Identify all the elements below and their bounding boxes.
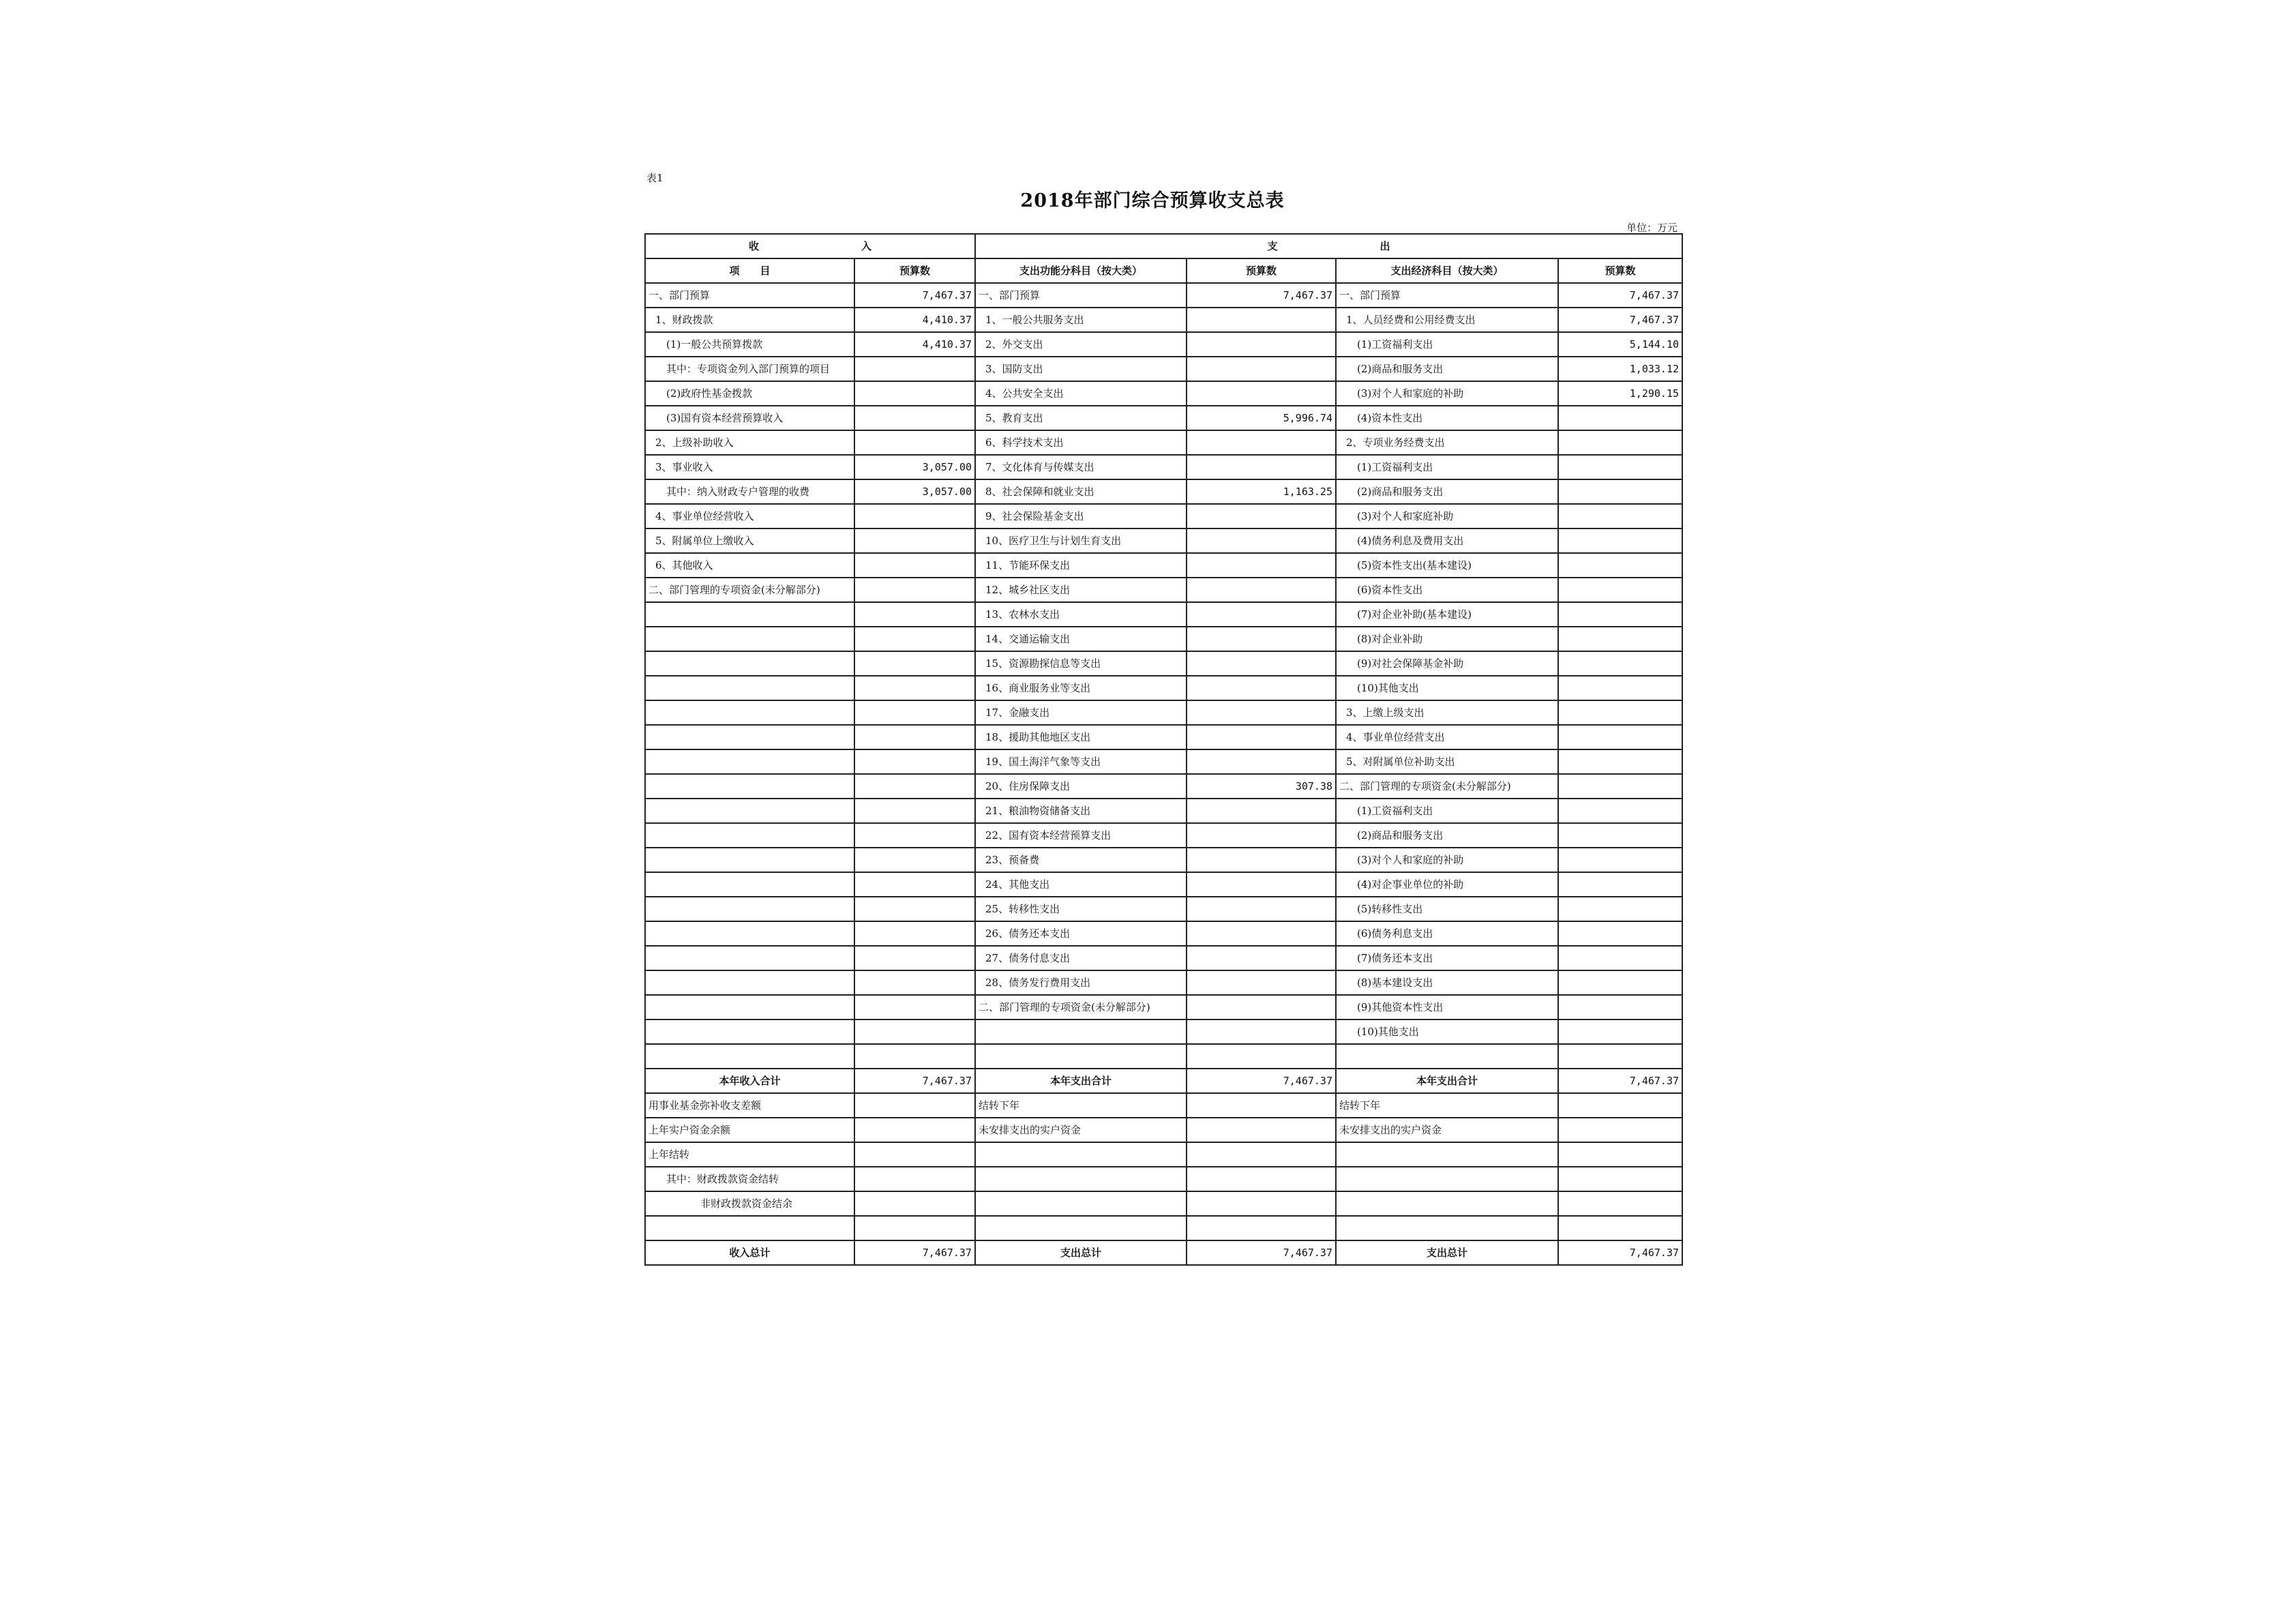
econ-item-cell: 结转下年 [1336, 1093, 1558, 1118]
econ-item-cell: (5)转移性支出 [1336, 897, 1558, 921]
income-amount-cell [854, 676, 975, 700]
income-amount-cell: 3,057.00 [854, 455, 975, 479]
func-item-cell: 20、住房保障支出 [975, 774, 1187, 799]
income-item-cell: (3)国有资本经营预算收入 [645, 406, 854, 430]
income-amount-cell [854, 1142, 975, 1167]
func-amount-cell [1187, 799, 1336, 823]
expense-group-header [975, 234, 1682, 258]
income-amount-cell [854, 725, 975, 749]
column-header-row [645, 258, 1682, 283]
func-amount-cell [1187, 823, 1336, 848]
income-amount-cell [854, 627, 975, 651]
income-amount-cell [854, 823, 975, 848]
income-amount-cell [854, 381, 975, 406]
empty-cell [854, 1216, 975, 1240]
income-amount-cell [854, 897, 975, 921]
income-amount-cell [854, 1118, 975, 1142]
spacer-row [645, 1216, 1682, 1240]
group-header-row [645, 234, 1682, 258]
func-item-cell: 13、农林水支出 [975, 602, 1187, 627]
empty-cell [1187, 1216, 1336, 1240]
income-amount-cell [854, 357, 975, 381]
econ-amount-cell [1558, 651, 1682, 676]
econ-item-cell: (2)商品和服务支出 [1336, 823, 1558, 848]
econ-item-cell: (10)其他支出 [1336, 676, 1558, 700]
econ-amount-cell [1558, 479, 1682, 504]
income-item-cell: (2)政府性基金拨款 [645, 381, 854, 406]
econ-amount-cell [1558, 528, 1682, 553]
func-amount-cell [1187, 381, 1336, 406]
income-item-cell [645, 946, 854, 970]
econ-item-cell: 二、部门管理的专项资金(未分解部分) [1336, 774, 1558, 799]
table-row [645, 897, 1682, 921]
func-amount-cell [1187, 651, 1336, 676]
func-amount-cell [1187, 921, 1336, 946]
sheet-label: 表1 [646, 172, 664, 184]
income-item-cell [645, 749, 854, 774]
income-group-right: 入 [861, 239, 872, 252]
econ-item-cell: 4、事业单位经营支出 [1336, 725, 1558, 749]
income-amount-cell [854, 578, 975, 602]
econ-item-cell: (8)对企业补助 [1336, 627, 1558, 651]
func-item-cell: 2、外交支出 [975, 332, 1187, 357]
income-item-cell [645, 774, 854, 799]
econ-item-cell: 3、上缴上级支出 [1336, 700, 1558, 725]
table-row [645, 700, 1682, 725]
econ-item-cell [1336, 1167, 1558, 1191]
table-row [645, 946, 1682, 970]
func-amount-cell [1187, 725, 1336, 749]
balance-row [645, 1142, 1682, 1167]
func-item-cell: 16、商业服务业等支出 [975, 676, 1187, 700]
income-amount-cell: 7,467.37 [854, 283, 975, 308]
table-row [645, 921, 1682, 946]
budget-summary-table [644, 233, 1683, 1266]
income-amount-cell: 7,467.37 [854, 1069, 975, 1093]
func-item-cell: 18、援助其他地区支出 [975, 725, 1187, 749]
func-item-cell: 7、文化体育与传媒支出 [975, 455, 1187, 479]
income-amount-cell [854, 651, 975, 676]
econ-item-cell: (5)资本性支出(基本建设) [1336, 553, 1558, 578]
econ-item-cell: (4)对企事业单位的补助 [1336, 872, 1558, 897]
income-amount-cell [854, 774, 975, 799]
table-row [645, 774, 1682, 799]
income-amount-cell [854, 528, 975, 553]
income-item-cell: 6、其他收入 [645, 553, 854, 578]
empty-cell [645, 1216, 854, 1240]
table-row [645, 799, 1682, 823]
table-row [645, 676, 1682, 700]
econ-amount-cell [1558, 799, 1682, 823]
econ-amount-cell: 1,290.15 [1558, 381, 1682, 406]
income-item-cell: 其中：专项资金列入部门预算的项目 [645, 357, 854, 381]
income-item-cell [645, 823, 854, 848]
table-row [645, 725, 1682, 749]
func-amount-cell [1187, 553, 1336, 578]
econ-amount-cell: 5,144.10 [1558, 332, 1682, 357]
table-row [645, 504, 1682, 528]
income-amount-cell [854, 700, 975, 725]
func-item-cell [975, 1191, 1187, 1216]
income-item-cell: 1、财政拨款 [645, 308, 854, 332]
econ-amount-cell [1558, 946, 1682, 970]
income-amount-cell [854, 602, 975, 627]
income-item-cell [645, 848, 854, 872]
income-amount-cell [854, 553, 975, 578]
income-item-cell [645, 921, 854, 946]
func-item-cell: 本年支出合计 [975, 1069, 1187, 1093]
econ-item-cell: 支出总计 [1336, 1240, 1558, 1265]
func-amount-cell [1187, 1191, 1336, 1216]
econ-amount-cell [1558, 1191, 1682, 1216]
income-item-cell [645, 897, 854, 921]
income-amount-cell: 4,410.37 [854, 332, 975, 357]
func-amount-cell [1187, 308, 1336, 332]
func-item-cell: 未安排支出的实户资金 [975, 1118, 1187, 1142]
econ-amount-cell: 1,033.12 [1558, 357, 1682, 381]
econ-item-cell: (1)工资福利支出 [1336, 455, 1558, 479]
table-row [645, 381, 1682, 406]
income-item-cell: 3、事业收入 [645, 455, 854, 479]
income-amount-cell [854, 995, 975, 1019]
econ-item-cell: (10)其他支出 [1336, 1019, 1558, 1044]
table-row [645, 578, 1682, 602]
econ-item-cell: 2、专项业务经费支出 [1336, 430, 1558, 455]
econ-item-cell: (4)资本性支出 [1336, 406, 1558, 430]
table-row [645, 749, 1682, 774]
table-row [645, 970, 1682, 995]
econ-amount-cell: 7,467.37 [1558, 283, 1682, 308]
func-amount-cell [1187, 602, 1336, 627]
table-row [645, 430, 1682, 455]
econ-amount-cell: 7,467.37 [1558, 1069, 1682, 1093]
func-amount-cell [1187, 897, 1336, 921]
econ-amount-cell [1558, 823, 1682, 848]
func-item-cell: 26、债务还本支出 [975, 921, 1187, 946]
econ-amount-cell [1558, 406, 1682, 430]
func-amount-cell [1187, 430, 1336, 455]
func-amount-cell [1187, 1167, 1336, 1191]
econ-amount-cell [1558, 504, 1682, 528]
income-item-cell: 其中：纳入财政专户管理的收费 [645, 479, 854, 504]
income-amount-cell: 4,410.37 [854, 308, 975, 332]
func-amount-cell [1187, 970, 1336, 995]
econ-item-cell: 1、人员经费和公用经费支出 [1336, 308, 1558, 332]
income-amount-cell: 3,057.00 [854, 479, 975, 504]
income-item-cell: 4、事业单位经营收入 [645, 504, 854, 528]
income-item-cell: 一、部门预算 [645, 283, 854, 308]
econ-item-cell: (7)债务还本支出 [1336, 946, 1558, 970]
econ-amount-header: 预算数 [1558, 258, 1682, 283]
income-amount-cell [854, 749, 975, 774]
func-amount-cell [1187, 1142, 1336, 1167]
income-item-cell: 其中：财政拨款资金结转 [645, 1167, 854, 1191]
table-row [645, 332, 1682, 357]
func-item-cell: 11、节能环保支出 [975, 553, 1187, 578]
table-row [645, 1019, 1682, 1044]
empty-cell [1558, 1216, 1682, 1240]
econ-amount-cell [1558, 1019, 1682, 1044]
func-amount-cell [1187, 627, 1336, 651]
econ-item-cell: (6)资本性支出 [1336, 578, 1558, 602]
income-amount-cell [854, 1019, 975, 1044]
econ-amount-cell [1558, 1093, 1682, 1118]
econ-amount-cell [1558, 995, 1682, 1019]
func-amount-cell [1187, 528, 1336, 553]
func-amount-cell: 7,467.37 [1187, 1240, 1336, 1265]
econ-amount-cell [1558, 700, 1682, 725]
econ-amount-cell [1558, 430, 1682, 455]
func-amount-cell [1187, 676, 1336, 700]
empty-cell [1336, 1216, 1558, 1240]
empty-cell [975, 1044, 1187, 1069]
econ-amount-cell [1558, 848, 1682, 872]
income-item-cell: 二、部门管理的专项资金(未分解部分) [645, 578, 854, 602]
income-item-cell [645, 700, 854, 725]
econ-amount-cell [1558, 725, 1682, 749]
year-total-row [645, 1069, 1682, 1093]
func-amount-cell [1187, 1093, 1336, 1118]
func-item-cell: 1、一般公共服务支出 [975, 308, 1187, 332]
func-amount-cell: 7,467.37 [1187, 1069, 1336, 1093]
econ-item-cell [1336, 1191, 1558, 1216]
func-item-cell: 6、科学技术支出 [975, 430, 1187, 455]
econ-amount-cell [1558, 602, 1682, 627]
func-amount-cell [1187, 749, 1336, 774]
income-item-cell: 用事业基金弥补收支差额 [645, 1093, 854, 1118]
grand-total-row [645, 1240, 1682, 1265]
econ-item-cell: (3)对个人和家庭补助 [1336, 504, 1558, 528]
func-amount-cell [1187, 1118, 1336, 1142]
income-item-cell [645, 970, 854, 995]
income-amount-cell [854, 921, 975, 946]
func-amount-cell [1187, 995, 1336, 1019]
income-item-cell: 本年收入合计 [645, 1069, 854, 1093]
econ-amount-cell: 7,467.37 [1558, 308, 1682, 332]
econ-amount-cell [1558, 676, 1682, 700]
income-amount-cell [854, 970, 975, 995]
table-row [645, 553, 1682, 578]
econ-item-cell [1336, 1142, 1558, 1167]
econ-item-cell: (6)债务利息支出 [1336, 921, 1558, 946]
income-group-header [645, 234, 975, 258]
func-amount-cell [1187, 504, 1336, 528]
income-amount-cell [854, 946, 975, 970]
func-amount-cell [1187, 578, 1336, 602]
expense-group-right: 出 [1380, 239, 1390, 252]
income-amount-cell [854, 430, 975, 455]
func-item-cell: 3、国防支出 [975, 357, 1187, 381]
func-item-cell: 4、公共安全支出 [975, 381, 1187, 406]
func-amount-cell [1187, 455, 1336, 479]
income-item-cell: 上年结转 [645, 1142, 854, 1167]
table-row [645, 357, 1682, 381]
econ-item-cell: (9)对社会保障基金补助 [1336, 651, 1558, 676]
income-item-cell [645, 627, 854, 651]
func-amount-cell: 1,163.25 [1187, 479, 1336, 504]
income-item-cell: 2、上级补助收入 [645, 430, 854, 455]
table-row [645, 283, 1682, 308]
income-amount-cell [854, 1191, 975, 1216]
table-row [645, 308, 1682, 332]
income-amount-cell [854, 799, 975, 823]
econ-amount-cell [1558, 872, 1682, 897]
income-amount-cell [854, 1167, 975, 1191]
income-amount-cell [854, 848, 975, 872]
income-item-cell [645, 725, 854, 749]
func-item-cell: 8、社会保障和就业支出 [975, 479, 1187, 504]
unit-label: 单位：万元 [1626, 222, 1678, 234]
income-amount-cell [854, 504, 975, 528]
table-row [645, 479, 1682, 504]
balance-row [645, 1118, 1682, 1142]
econ-item-cell: 5、对附属单位补助支出 [1336, 749, 1558, 774]
func-item-cell: 支出总计 [975, 1240, 1187, 1265]
table-row [645, 872, 1682, 897]
func-item-cell: 27、债务付息支出 [975, 946, 1187, 970]
func-amount-cell: 5,996.74 [1187, 406, 1336, 430]
econ-item-cell: (1)工资福利支出 [1336, 799, 1558, 823]
func-item-cell: 结转下年 [975, 1093, 1187, 1118]
income-item-cell: 收入总计 [645, 1240, 854, 1265]
table-row [645, 848, 1682, 872]
income-item-cell [645, 995, 854, 1019]
empty-cell [975, 1216, 1187, 1240]
econ-item-cell: (3)对个人和家庭的补助 [1336, 848, 1558, 872]
income-amount-cell [854, 872, 975, 897]
func-item-cell: 25、转移性支出 [975, 897, 1187, 921]
econ-item-cell: (2)商品和服务支出 [1336, 357, 1558, 381]
empty-cell [854, 1044, 975, 1069]
func-amount-cell [1187, 700, 1336, 725]
empty-cell [1187, 1044, 1336, 1069]
func-amount-cell [1187, 357, 1336, 381]
income-item-cell [645, 872, 854, 897]
econ-amount-cell [1558, 749, 1682, 774]
func-item-cell: 28、债务发行费用支出 [975, 970, 1187, 995]
table-row [645, 528, 1682, 553]
func-amount-cell [1187, 848, 1336, 872]
func-item-cell: 22、国有资本经营预算支出 [975, 823, 1187, 848]
table-row [645, 627, 1682, 651]
econ-item-cell: (8)基本建设支出 [1336, 970, 1558, 995]
balance-row [645, 1093, 1682, 1118]
econ-amount-cell [1558, 1118, 1682, 1142]
income-item-cell: 上年实户资金余额 [645, 1118, 854, 1142]
income-item-cell: (1)一般公共预算拨款 [645, 332, 854, 357]
table-row [645, 995, 1682, 1019]
func-item-cell: 10、医疗卫生与计划生育支出 [975, 528, 1187, 553]
func-item-cell: 19、国土海洋气象等支出 [975, 749, 1187, 774]
func-item-cell: 二、部门管理的专项资金(未分解部分) [975, 995, 1187, 1019]
func-item-cell: 21、粮油物资储备支出 [975, 799, 1187, 823]
econ-item-cell: (3)对个人和家庭的补助 [1336, 381, 1558, 406]
econ-amount-cell [1558, 455, 1682, 479]
func-item-cell: 17、金融支出 [975, 700, 1187, 725]
func-item-cell: 12、城乡社区支出 [975, 578, 1187, 602]
func-amount-cell [1187, 872, 1336, 897]
income-amount-cell [854, 1093, 975, 1118]
func-item-cell: 23、预备费 [975, 848, 1187, 872]
income-amount-header: 预算数 [854, 258, 975, 283]
econ-item-cell: (7)对企业补助(基本建设) [1336, 602, 1558, 627]
income-item-cell [645, 676, 854, 700]
econ-amount-cell [1558, 627, 1682, 651]
income-amount-cell: 7,467.37 [854, 1240, 975, 1265]
func-amount-cell [1187, 332, 1336, 357]
econ-amount-cell [1558, 774, 1682, 799]
econ-item-cell: (2)商品和服务支出 [1336, 479, 1558, 504]
income-amount-cell [854, 406, 975, 430]
func-item-cell [975, 1142, 1187, 1167]
func-item-cell: 14、交通运输支出 [975, 627, 1187, 651]
func-item-cell: 24、其他支出 [975, 872, 1187, 897]
empty-cell [1336, 1044, 1558, 1069]
func-amount-cell [1187, 946, 1336, 970]
table-row [645, 455, 1682, 479]
income-group-left: 收 [748, 239, 759, 252]
balance-row [645, 1167, 1682, 1191]
func-amount-header: 预算数 [1187, 258, 1336, 283]
table-row [645, 651, 1682, 676]
func-item-cell: 5、教育支出 [975, 406, 1187, 430]
income-item-cell [645, 799, 854, 823]
table-row [645, 406, 1682, 430]
econ-amount-cell [1558, 1142, 1682, 1167]
func-amount-cell: 307.38 [1187, 774, 1336, 799]
table-row [645, 823, 1682, 848]
income-item-header: 项 目 [645, 258, 854, 283]
func-item-cell: 15、资源勘探信息等支出 [975, 651, 1187, 676]
econ-amount-cell [1558, 553, 1682, 578]
econ-amount-cell [1558, 1167, 1682, 1191]
func-item-cell: 9、社会保险基金支出 [975, 504, 1187, 528]
econ-amount-cell [1558, 897, 1682, 921]
econ-amount-cell [1558, 970, 1682, 995]
econ-item-cell: 本年支出合计 [1336, 1069, 1558, 1093]
func-amount-cell [1187, 1019, 1336, 1044]
income-item-cell [645, 1019, 854, 1044]
income-item-cell [645, 651, 854, 676]
econ-item-cell: (1)工资福利支出 [1336, 332, 1558, 357]
econ-amount-cell: 7,467.37 [1558, 1240, 1682, 1265]
expense-group-left: 支 [1267, 239, 1278, 252]
func-item-cell [975, 1019, 1187, 1044]
econ-amount-cell [1558, 921, 1682, 946]
spacer-row [645, 1044, 1682, 1069]
balance-row [645, 1191, 1682, 1216]
econ-item-cell: 未安排支出的实户资金 [1336, 1118, 1558, 1142]
func-item-cell: 一、部门预算 [975, 283, 1187, 308]
econ-item-header: 支出经济科目（按大类） [1336, 258, 1558, 283]
empty-cell [645, 1044, 854, 1069]
income-item-cell [645, 602, 854, 627]
func-item-header: 支出功能分科目（按大类） [975, 258, 1187, 283]
income-item-cell: 5、附属单位上缴收入 [645, 528, 854, 553]
econ-item-cell: (9)其他资本性支出 [1336, 995, 1558, 1019]
table-row [645, 602, 1682, 627]
econ-item-cell: (4)债务利息及费用支出 [1336, 528, 1558, 553]
income-item-cell: 非财政拨款资金结余 [645, 1191, 854, 1216]
econ-amount-cell [1558, 578, 1682, 602]
func-amount-cell: 7,467.37 [1187, 283, 1336, 308]
econ-item-cell: 一、部门预算 [1336, 283, 1558, 308]
page-title: 2018年部门综合预算收支总表 [1020, 190, 1285, 211]
empty-cell [1558, 1044, 1682, 1069]
func-item-cell [975, 1167, 1187, 1191]
